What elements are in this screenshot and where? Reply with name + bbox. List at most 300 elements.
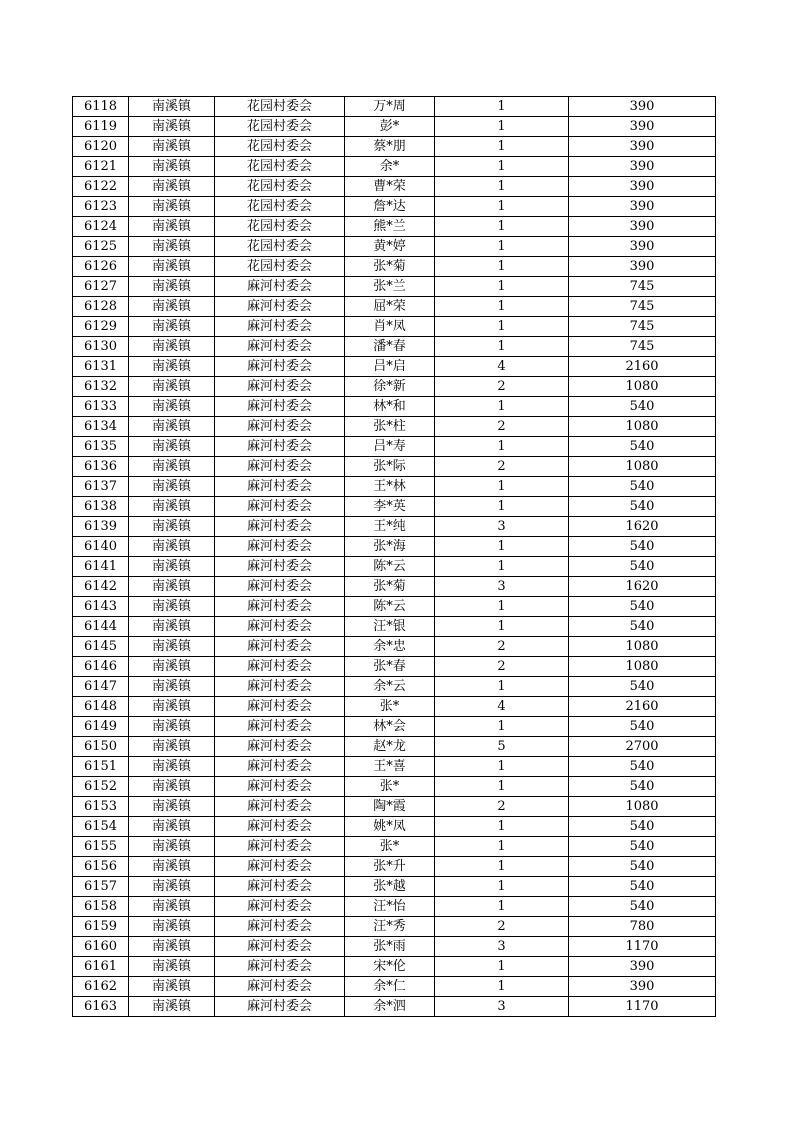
village-committee-cell: 麻河村委会 — [215, 817, 345, 837]
count-cell: 2 — [435, 417, 569, 437]
serial-number-cell: 6119 — [73, 117, 129, 137]
name-cell: 张*海 — [345, 537, 435, 557]
village-committee-cell: 麻河村委会 — [215, 537, 345, 557]
table-row — [73, 177, 716, 197]
serial-number-cell: 6141 — [73, 557, 129, 577]
town-cell: 南溪镇 — [129, 397, 215, 417]
table-row — [73, 117, 716, 137]
name-cell: 吕*启 — [345, 357, 435, 377]
serial-number-cell: 6134 — [73, 417, 129, 437]
count-cell: 1 — [435, 297, 569, 317]
serial-number-cell: 6155 — [73, 837, 129, 857]
serial-number-cell: 6137 — [73, 477, 129, 497]
serial-number-cell: 6151 — [73, 757, 129, 777]
serial-number-cell: 6128 — [73, 297, 129, 317]
amount-cell: 390 — [569, 237, 716, 257]
count-cell: 1 — [435, 157, 569, 177]
name-cell: 王*纯 — [345, 517, 435, 537]
name-cell: 陶*霞 — [345, 797, 435, 817]
village-committee-cell: 花园村委会 — [215, 217, 345, 237]
amount-cell: 1080 — [569, 637, 716, 657]
amount-cell: 540 — [569, 597, 716, 617]
town-cell: 南溪镇 — [129, 437, 215, 457]
serial-number-cell: 6127 — [73, 277, 129, 297]
table-row — [73, 857, 716, 877]
town-cell: 南溪镇 — [129, 777, 215, 797]
serial-number-cell: 6153 — [73, 797, 129, 817]
name-cell: 黄*婷 — [345, 237, 435, 257]
name-cell: 陈*云 — [345, 597, 435, 617]
table-row — [73, 957, 716, 977]
name-cell: 余*忠 — [345, 637, 435, 657]
count-cell: 1 — [435, 717, 569, 737]
serial-number-cell: 6121 — [73, 157, 129, 177]
village-committee-cell: 麻河村委会 — [215, 837, 345, 857]
table-row — [73, 497, 716, 517]
name-cell: 余*云 — [345, 677, 435, 697]
name-cell: 吕*寿 — [345, 437, 435, 457]
amount-cell: 745 — [569, 277, 716, 297]
count-cell: 3 — [435, 997, 569, 1017]
name-cell: 彭* — [345, 117, 435, 137]
name-cell: 王*喜 — [345, 757, 435, 777]
amount-cell: 745 — [569, 297, 716, 317]
town-cell: 南溪镇 — [129, 817, 215, 837]
village-committee-cell: 麻河村委会 — [215, 637, 345, 657]
town-cell: 南溪镇 — [129, 677, 215, 697]
count-cell: 1 — [435, 117, 569, 137]
town-cell: 南溪镇 — [129, 197, 215, 217]
village-committee-cell: 花园村委会 — [215, 157, 345, 177]
village-committee-cell: 麻河村委会 — [215, 657, 345, 677]
village-committee-cell: 麻河村委会 — [215, 597, 345, 617]
serial-number-cell: 6145 — [73, 637, 129, 657]
amount-cell: 540 — [569, 817, 716, 837]
table-row — [73, 917, 716, 937]
name-cell: 宋*伦 — [345, 957, 435, 977]
amount-cell: 540 — [569, 397, 716, 417]
count-cell: 1 — [435, 837, 569, 857]
village-committee-cell: 麻河村委会 — [215, 757, 345, 777]
amount-cell: 2700 — [569, 737, 716, 757]
town-cell: 南溪镇 — [129, 697, 215, 717]
table-row — [73, 277, 716, 297]
town-cell: 南溪镇 — [129, 837, 215, 857]
count-cell: 2 — [435, 917, 569, 937]
count-cell: 1 — [435, 857, 569, 877]
serial-number-cell: 6142 — [73, 577, 129, 597]
village-committee-cell: 麻河村委会 — [215, 877, 345, 897]
count-cell: 1 — [435, 237, 569, 257]
name-cell: 张* — [345, 697, 435, 717]
count-cell: 4 — [435, 697, 569, 717]
count-cell: 1 — [435, 397, 569, 417]
count-cell: 1 — [435, 97, 569, 117]
serial-number-cell: 6133 — [73, 397, 129, 417]
amount-cell: 540 — [569, 557, 716, 577]
serial-number-cell: 6120 — [73, 137, 129, 157]
name-cell: 肖*凤 — [345, 317, 435, 337]
town-cell: 南溪镇 — [129, 717, 215, 737]
count-cell: 1 — [435, 777, 569, 797]
town-cell: 南溪镇 — [129, 317, 215, 337]
name-cell: 张* — [345, 777, 435, 797]
table-row — [73, 157, 716, 177]
amount-cell: 1080 — [569, 657, 716, 677]
name-cell: 李*英 — [345, 497, 435, 517]
village-committee-cell: 麻河村委会 — [215, 797, 345, 817]
amount-cell: 390 — [569, 197, 716, 217]
town-cell: 南溪镇 — [129, 377, 215, 397]
count-cell: 2 — [435, 457, 569, 477]
serial-number-cell: 6136 — [73, 457, 129, 477]
village-committee-cell: 麻河村委会 — [215, 297, 345, 317]
table-row — [73, 797, 716, 817]
name-cell: 蔡*朋 — [345, 137, 435, 157]
serial-number-cell: 6140 — [73, 537, 129, 557]
table-row — [73, 377, 716, 397]
amount-cell: 540 — [569, 777, 716, 797]
village-committee-cell: 麻河村委会 — [215, 717, 345, 737]
table-row — [73, 677, 716, 697]
amount-cell: 540 — [569, 717, 716, 737]
table-row — [73, 777, 716, 797]
table-row — [73, 597, 716, 617]
serial-number-cell: 6129 — [73, 317, 129, 337]
town-cell: 南溪镇 — [129, 957, 215, 977]
table-row — [73, 517, 716, 537]
table-row — [73, 477, 716, 497]
count-cell: 1 — [435, 897, 569, 917]
table-row — [73, 457, 716, 477]
serial-number-cell: 6147 — [73, 677, 129, 697]
table-row — [73, 357, 716, 377]
serial-number-cell: 6157 — [73, 877, 129, 897]
table-row — [73, 257, 716, 277]
table-row — [73, 937, 716, 957]
amount-cell: 540 — [569, 757, 716, 777]
name-cell: 姚*凤 — [345, 817, 435, 837]
name-cell: 熊*兰 — [345, 217, 435, 237]
count-cell: 1 — [435, 537, 569, 557]
village-committee-cell: 麻河村委会 — [215, 457, 345, 477]
town-cell: 南溪镇 — [129, 597, 215, 617]
amount-cell: 1620 — [569, 517, 716, 537]
table-row — [73, 97, 716, 117]
village-committee-cell: 麻河村委会 — [215, 497, 345, 517]
village-committee-cell: 花园村委会 — [215, 97, 345, 117]
village-committee-cell: 麻河村委会 — [215, 917, 345, 937]
town-cell: 南溪镇 — [129, 917, 215, 937]
count-cell: 3 — [435, 937, 569, 957]
name-cell: 赵*龙 — [345, 737, 435, 757]
serial-number-cell: 6162 — [73, 977, 129, 997]
table-row — [73, 897, 716, 917]
village-committee-cell: 麻河村委会 — [215, 677, 345, 697]
name-cell: 林*会 — [345, 717, 435, 737]
serial-number-cell: 6124 — [73, 217, 129, 237]
table-row — [73, 397, 716, 417]
amount-cell: 2160 — [569, 697, 716, 717]
name-cell: 陈*云 — [345, 557, 435, 577]
serial-number-cell: 6130 — [73, 337, 129, 357]
name-cell: 余*仁 — [345, 977, 435, 997]
name-cell: 张*越 — [345, 877, 435, 897]
name-cell: 张*升 — [345, 857, 435, 877]
village-committee-cell: 麻河村委会 — [215, 357, 345, 377]
serial-number-cell: 6152 — [73, 777, 129, 797]
count-cell: 1 — [435, 337, 569, 357]
amount-cell: 780 — [569, 917, 716, 937]
name-cell: 汪*怡 — [345, 897, 435, 917]
town-cell: 南溪镇 — [129, 737, 215, 757]
count-cell: 1 — [435, 437, 569, 457]
count-cell: 1 — [435, 757, 569, 777]
serial-number-cell: 6159 — [73, 917, 129, 937]
count-cell: 1 — [435, 477, 569, 497]
serial-number-cell: 6143 — [73, 597, 129, 617]
name-cell: 林*和 — [345, 397, 435, 417]
village-committee-cell: 麻河村委会 — [215, 417, 345, 437]
name-cell: 张*际 — [345, 457, 435, 477]
serial-number-cell: 6150 — [73, 737, 129, 757]
amount-cell: 390 — [569, 137, 716, 157]
town-cell: 南溪镇 — [129, 757, 215, 777]
amount-cell: 390 — [569, 97, 716, 117]
count-cell: 1 — [435, 597, 569, 617]
count-cell: 1 — [435, 197, 569, 217]
town-cell: 南溪镇 — [129, 577, 215, 597]
village-committee-cell: 麻河村委会 — [215, 617, 345, 637]
name-cell: 张*菊 — [345, 577, 435, 597]
count-cell: 1 — [435, 677, 569, 697]
town-cell: 南溪镇 — [129, 157, 215, 177]
count-cell: 1 — [435, 977, 569, 997]
village-committee-cell: 麻河村委会 — [215, 697, 345, 717]
amount-cell: 1170 — [569, 937, 716, 957]
village-committee-cell: 麻河村委会 — [215, 577, 345, 597]
village-committee-cell: 麻河村委会 — [215, 517, 345, 537]
amount-cell: 2160 — [569, 357, 716, 377]
town-cell: 南溪镇 — [129, 877, 215, 897]
serial-number-cell: 6149 — [73, 717, 129, 737]
serial-number-cell: 6144 — [73, 617, 129, 637]
town-cell: 南溪镇 — [129, 297, 215, 317]
name-cell: 张*菊 — [345, 257, 435, 277]
amount-cell: 745 — [569, 337, 716, 357]
count-cell: 3 — [435, 577, 569, 597]
count-cell: 1 — [435, 817, 569, 837]
count-cell: 3 — [435, 517, 569, 537]
count-cell: 2 — [435, 797, 569, 817]
count-cell: 1 — [435, 877, 569, 897]
serial-number-cell: 6148 — [73, 697, 129, 717]
name-cell: 张* — [345, 837, 435, 857]
amount-cell: 390 — [569, 257, 716, 277]
serial-number-cell: 6163 — [73, 997, 129, 1017]
village-committee-cell: 花园村委会 — [215, 117, 345, 137]
name-cell: 徐*新 — [345, 377, 435, 397]
town-cell: 南溪镇 — [129, 417, 215, 437]
table-row — [73, 557, 716, 577]
name-cell: 屈*荣 — [345, 297, 435, 317]
town-cell: 南溪镇 — [129, 537, 215, 557]
amount-cell: 1080 — [569, 377, 716, 397]
village-committee-cell: 麻河村委会 — [215, 337, 345, 357]
amount-cell: 540 — [569, 537, 716, 557]
amount-cell: 540 — [569, 837, 716, 857]
village-committee-cell: 麻河村委会 — [215, 317, 345, 337]
count-cell: 1 — [435, 217, 569, 237]
town-cell: 南溪镇 — [129, 257, 215, 277]
table-row — [73, 537, 716, 557]
name-cell: 张*雨 — [345, 937, 435, 957]
count-cell: 4 — [435, 357, 569, 377]
town-cell: 南溪镇 — [129, 457, 215, 477]
roster-table-body — [73, 97, 716, 1017]
table-row — [73, 877, 716, 897]
village-committee-cell: 麻河村委会 — [215, 997, 345, 1017]
count-cell: 1 — [435, 257, 569, 277]
serial-number-cell: 6161 — [73, 957, 129, 977]
count-cell: 5 — [435, 737, 569, 757]
amount-cell: 1620 — [569, 577, 716, 597]
amount-cell: 540 — [569, 677, 716, 697]
table-row — [73, 757, 716, 777]
serial-number-cell: 6122 — [73, 177, 129, 197]
village-committee-cell: 麻河村委会 — [215, 477, 345, 497]
name-cell: 汪*秀 — [345, 917, 435, 937]
serial-number-cell: 6123 — [73, 197, 129, 217]
village-committee-cell: 麻河村委会 — [215, 437, 345, 457]
town-cell: 南溪镇 — [129, 337, 215, 357]
village-committee-cell: 麻河村委会 — [215, 857, 345, 877]
count-cell: 2 — [435, 657, 569, 677]
town-cell: 南溪镇 — [129, 137, 215, 157]
name-cell: 余* — [345, 157, 435, 177]
village-committee-cell: 麻河村委会 — [215, 397, 345, 417]
amount-cell: 390 — [569, 957, 716, 977]
amount-cell: 390 — [569, 177, 716, 197]
name-cell: 余*泗 — [345, 997, 435, 1017]
amount-cell: 1080 — [569, 457, 716, 477]
town-cell: 南溪镇 — [129, 277, 215, 297]
town-cell: 南溪镇 — [129, 97, 215, 117]
town-cell: 南溪镇 — [129, 357, 215, 377]
amount-cell: 390 — [569, 117, 716, 137]
count-cell: 2 — [435, 377, 569, 397]
name-cell: 张*兰 — [345, 277, 435, 297]
table-row — [73, 717, 716, 737]
village-committee-cell: 麻河村委会 — [215, 957, 345, 977]
table-row — [73, 737, 716, 757]
town-cell: 南溪镇 — [129, 497, 215, 517]
town-cell: 南溪镇 — [129, 797, 215, 817]
serial-number-cell: 6125 — [73, 237, 129, 257]
amount-cell: 390 — [569, 217, 716, 237]
serial-number-cell: 6135 — [73, 437, 129, 457]
village-committee-cell: 麻河村委会 — [215, 557, 345, 577]
name-cell: 曹*荣 — [345, 177, 435, 197]
name-cell: 汪*银 — [345, 617, 435, 637]
table-row — [73, 217, 716, 237]
village-committee-cell: 花园村委会 — [215, 177, 345, 197]
serial-number-cell: 6156 — [73, 857, 129, 877]
amount-cell: 540 — [569, 477, 716, 497]
table-row — [73, 317, 716, 337]
serial-number-cell: 6126 — [73, 257, 129, 277]
town-cell: 南溪镇 — [129, 617, 215, 637]
table-row — [73, 657, 716, 677]
name-cell: 潘*春 — [345, 337, 435, 357]
town-cell: 南溪镇 — [129, 997, 215, 1017]
count-cell: 1 — [435, 497, 569, 517]
amount-cell: 390 — [569, 157, 716, 177]
amount-cell: 1170 — [569, 997, 716, 1017]
table-row — [73, 977, 716, 997]
table-row — [73, 417, 716, 437]
table-row — [73, 577, 716, 597]
serial-number-cell: 6131 — [73, 357, 129, 377]
village-committee-cell: 麻河村委会 — [215, 777, 345, 797]
amount-cell: 1080 — [569, 417, 716, 437]
serial-number-cell: 6138 — [73, 497, 129, 517]
name-cell: 张*春 — [345, 657, 435, 677]
town-cell: 南溪镇 — [129, 937, 215, 957]
serial-number-cell: 6118 — [73, 97, 129, 117]
village-committee-cell: 麻河村委会 — [215, 977, 345, 997]
town-cell: 南溪镇 — [129, 977, 215, 997]
town-cell: 南溪镇 — [129, 897, 215, 917]
village-committee-cell: 麻河村委会 — [215, 937, 345, 957]
count-cell: 1 — [435, 277, 569, 297]
town-cell: 南溪镇 — [129, 657, 215, 677]
name-cell: 王*林 — [345, 477, 435, 497]
serial-number-cell: 6146 — [73, 657, 129, 677]
count-cell: 1 — [435, 137, 569, 157]
count-cell: 1 — [435, 557, 569, 577]
village-committee-cell: 麻河村委会 — [215, 737, 345, 757]
count-cell: 1 — [435, 177, 569, 197]
village-committee-cell: 麻河村委会 — [215, 377, 345, 397]
count-cell: 2 — [435, 637, 569, 657]
town-cell: 南溪镇 — [129, 217, 215, 237]
table-row — [73, 817, 716, 837]
town-cell: 南溪镇 — [129, 477, 215, 497]
amount-cell: 1080 — [569, 797, 716, 817]
table-row — [73, 697, 716, 717]
table-row — [73, 297, 716, 317]
amount-cell: 540 — [569, 897, 716, 917]
village-committee-cell: 花园村委会 — [215, 257, 345, 277]
town-cell: 南溪镇 — [129, 117, 215, 137]
table-row — [73, 337, 716, 357]
serial-number-cell: 6154 — [73, 817, 129, 837]
serial-number-cell: 6132 — [73, 377, 129, 397]
name-cell: 张*柱 — [345, 417, 435, 437]
village-committee-cell: 花园村委会 — [215, 237, 345, 257]
amount-cell: 390 — [569, 977, 716, 997]
village-committee-cell: 麻河村委会 — [215, 897, 345, 917]
serial-number-cell: 6160 — [73, 937, 129, 957]
table-row — [73, 837, 716, 857]
amount-cell: 540 — [569, 437, 716, 457]
table-row — [73, 137, 716, 157]
amount-cell: 540 — [569, 877, 716, 897]
count-cell: 1 — [435, 317, 569, 337]
table-row — [73, 617, 716, 637]
serial-number-cell: 6158 — [73, 897, 129, 917]
